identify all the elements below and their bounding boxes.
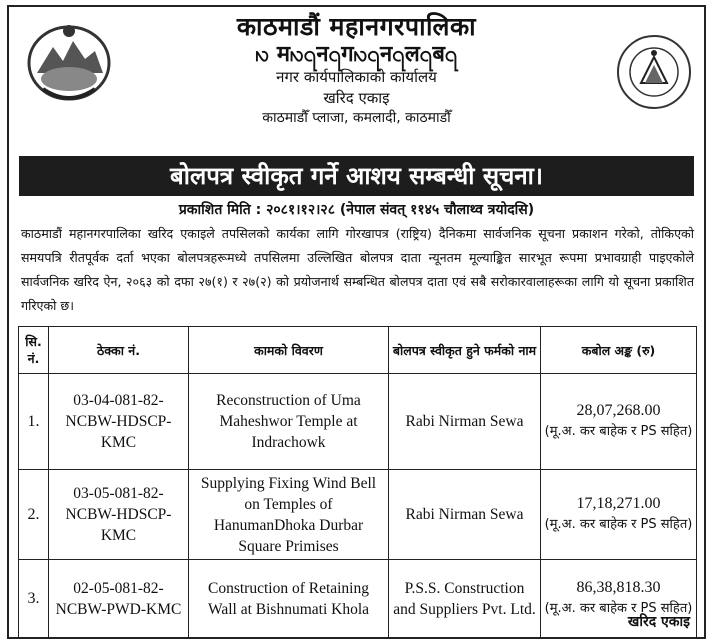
header-amount: कबोल अङ्क (रु)	[541, 327, 697, 374]
published-date: प्रकाशित मिति : २०८१।१२।२८ (नेपाल संवत् ११४५ चौलाथ्व त्रयोदसि)	[178, 202, 535, 218]
row-firm: P.S.S. Construction and Suppliers Pvt. Ltd.	[389, 560, 541, 638]
row-work: Construction of Retaining Wall at Bishnumati Khola	[189, 560, 389, 638]
header	[9, 7, 704, 150]
office-line: नगर कार्यपालिकाको कार्यालय	[276, 68, 437, 86]
row-amount-cell	[541, 374, 697, 470]
row-contract: 03-05-081-82-NCBW-HDSCP-KMC	[49, 470, 189, 560]
table-row	[19, 374, 697, 470]
municipality-seal-icon	[615, 33, 693, 111]
row-work: Supplying Fixing Wind Bell on Temples of HanumanDhoka Durbar Square Primises	[189, 470, 389, 560]
row-amount-note: (मू.अ. कर बाहेक र PS सहित)	[544, 517, 693, 532]
municipality-title: काठमाडौं महानगरपालिका	[236, 12, 477, 41]
award-table	[18, 326, 697, 638]
row-sn: 3.	[19, 560, 49, 638]
header-firm: बोलपत्र स्वीकृत हुने फर्मको नाम	[389, 327, 541, 374]
row-firm: Rabi Nirman Sewa	[389, 374, 541, 470]
header-work: कामको विवरण	[189, 327, 389, 374]
row-sn: 1.	[19, 374, 49, 470]
row-contract: 03-04-081-82-NCBW-HDSCP-KMC	[49, 374, 189, 470]
row-amount-cell	[541, 470, 697, 560]
row-amount: 86,38,818.30	[576, 579, 661, 596]
row-contract: 02-05-081-82-NCBW-PWD-KMC	[49, 560, 189, 638]
notice-page	[7, 5, 706, 639]
row-amount-note: (मू.अ. कर बाहेक र PS सहित)	[544, 424, 693, 439]
row-amount: 17,18,271.00	[576, 495, 661, 512]
address-line: काठमाडौँ प्लाजा, कमलादी, काठमाडौँ	[262, 110, 451, 126]
signature: खरिद एकाइ	[627, 614, 690, 630]
notice-banner: बोलपत्र स्वीकृत गर्ने आशय सम्बन्धी सूचना।	[19, 156, 694, 196]
row-sn: 2.	[19, 470, 49, 560]
table-row	[19, 470, 697, 560]
row-amount-note: (मू.अ. कर बाहेक र PS सहित)	[544, 601, 693, 616]
row-amount: 28,07,268.00	[576, 402, 661, 419]
section-line: खरिद एकाइ	[323, 89, 390, 107]
script-title: ꩳ मꩳ꩹न꩹गꩳ꩹न꩹ल꩹ब꩹	[255, 41, 458, 67]
notice-paragraph: काठमाडौं महानगरपालिका खरिद एकाइले तपसिलको कार्यका लागि गोरखापत्र (राष्ट्रिय) दैनिकमा सार्वजनिक सूचना प्रकाशन गरेको, तोकिएको समयपत्रि रीतपूर्वक दर्ता भएका बोलपत्रहरूमध्ये तपसिलमा उल्लिखित बोलपत्र दाता न्यूनतम मूल्याङ्कित सारभूत रूपमा प्रभावग्राही पाइएकोले सार्वजनिक खरिद ऐन, २०६३ को दफा २७(१) र २७(२) को प्रयोजनार्थ सम्बन्धित बोलपत्र दाता एवं सबै सरोकारवालाहरूका लागि यो सूचना प्रकाशित गरिएको छ।	[21, 226, 694, 313]
header-contract: ठेक्का नं.	[49, 327, 189, 374]
nepal-emblem-icon	[23, 17, 115, 103]
table-row	[19, 560, 697, 638]
row-work: Reconstruction of Uma Maheshwor Temple at Indrachowk	[189, 374, 389, 470]
row-firm: Rabi Nirman Sewa	[389, 470, 541, 560]
header-sn: सि. नं.	[19, 327, 49, 374]
table-header-row	[19, 327, 697, 374]
